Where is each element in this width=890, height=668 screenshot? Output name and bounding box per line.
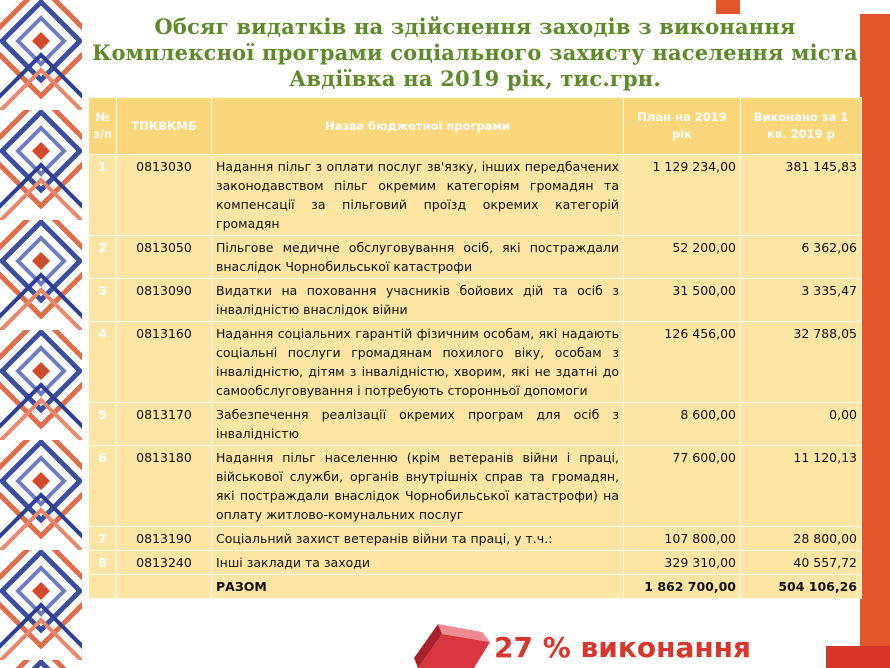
table-row <box>89 279 862 322</box>
row-done: 381 145,83 <box>741 155 862 236</box>
row-name: Надання пільг населенню (крім ветеранів війни і праці, військової служби, органів внутрішніх справ та громадян, які постраждали внаслідок Чорнобильської катастрофи) на оплату житлово-комунальних послуг <box>212 446 624 527</box>
table-row <box>89 527 862 551</box>
row-done: 6 362,06 <box>741 236 862 279</box>
row-name: Видатки на поховання учасників бойових дій та осіб з інвалідністю внаслідок війни <box>212 279 624 322</box>
table-row <box>89 322 862 403</box>
table-row <box>89 403 862 446</box>
row-name: Забезпечення реалізації окремих програм для осіб з інвалідністю <box>212 403 624 446</box>
row-code: 0813180 <box>117 446 212 527</box>
row-code: 0813090 <box>117 279 212 322</box>
header-number: № з/п <box>89 98 117 155</box>
row-name: Надання пільг з оплати послуг зв'язку, інших передбачених законодавством пільг окремим категоріям громадян та компенсації за пільговий проїзд окремих категорій громадян <box>212 155 624 236</box>
row-done: 3 335,47 <box>741 279 862 322</box>
row-number: 5 <box>89 403 117 446</box>
right-edge-bar-lower <box>826 646 890 668</box>
top-right-bar <box>716 0 740 14</box>
row-number: 7 <box>89 527 117 551</box>
row-plan: 31 500,00 <box>624 279 741 322</box>
title-line-1: Обсяг видатків на здійснення заходів з виконання <box>154 14 796 39</box>
row-number: 2 <box>89 236 117 279</box>
execution-percent-text: 27 % виконання <box>494 631 752 664</box>
row-name: Соціальний захист ветеранів війни та праці, у т.ч.: <box>212 527 624 551</box>
header-done: Виконано за 1 кв. 2019 р <box>741 98 862 155</box>
row-done: 32 788,05 <box>741 322 862 403</box>
row-code: 0813050 <box>117 236 212 279</box>
row-number: 6 <box>89 446 117 527</box>
row-plan: 126 456,00 <box>624 322 741 403</box>
row-plan: 1 129 234,00 <box>624 155 741 236</box>
total-plan: 1 862 700,00 <box>624 575 741 599</box>
row-done: 11 120,13 <box>741 446 862 527</box>
row-done: 40 557,72 <box>741 551 862 575</box>
header-name: Назва бюджетної програми <box>212 98 624 155</box>
total-empty-number <box>89 575 117 599</box>
row-name: Інші заклади та заходи <box>212 551 624 575</box>
right-edge-bar <box>860 14 890 654</box>
row-code: 0813160 <box>117 322 212 403</box>
title-line-3: Авдіївка на 2019 рік, тис.грн. <box>289 66 661 91</box>
row-code: 0813030 <box>117 155 212 236</box>
row-number: 8 <box>89 551 117 575</box>
row-code: 0813170 <box>117 403 212 446</box>
row-name: Пільгове медичне обслуговування осіб, які постраждали внаслідок Чорнобильської катастрофи <box>212 236 624 279</box>
total-done: 504 106,26 <box>741 575 862 599</box>
table-row <box>89 446 862 527</box>
decorative-3d-shape <box>412 620 492 668</box>
row-done: 28 800,00 <box>741 527 862 551</box>
title-line-2: Комплексної програми соціального захисту населення міста <box>92 40 858 65</box>
table-row <box>89 155 862 236</box>
table-row <box>89 551 862 575</box>
row-number: 1 <box>89 155 117 236</box>
row-number: 4 <box>89 322 117 403</box>
row-code: 0813240 <box>117 551 212 575</box>
row-plan: 8 600,00 <box>624 403 741 446</box>
total-row <box>89 575 862 599</box>
row-plan: 52 200,00 <box>624 236 741 279</box>
page-title <box>90 14 860 92</box>
row-done: 0,00 <box>741 403 862 446</box>
table-header-row <box>89 98 862 155</box>
row-name: Надання соціальних гарантій фізичним особам, які надають соціальні послуги громадянам похилого віку, особам з інвалідністю, дітям з інвалідністю, хворим, які не здатні до самообслуговування і потребують сторонньої допомоги <box>212 322 624 403</box>
table-row <box>89 236 862 279</box>
row-number: 3 <box>89 279 117 322</box>
row-plan: 329 310,00 <box>624 551 741 575</box>
row-plan: 77 600,00 <box>624 446 741 527</box>
row-code: 0813190 <box>117 527 212 551</box>
header-plan: План на 2019 рік <box>624 98 741 155</box>
total-empty-code <box>117 575 212 599</box>
row-plan: 107 800,00 <box>624 527 741 551</box>
decorative-ornament <box>0 0 82 668</box>
budget-table <box>88 97 862 599</box>
total-label: РАЗОМ <box>212 575 624 599</box>
header-code: ТПКВКМБ <box>117 98 212 155</box>
